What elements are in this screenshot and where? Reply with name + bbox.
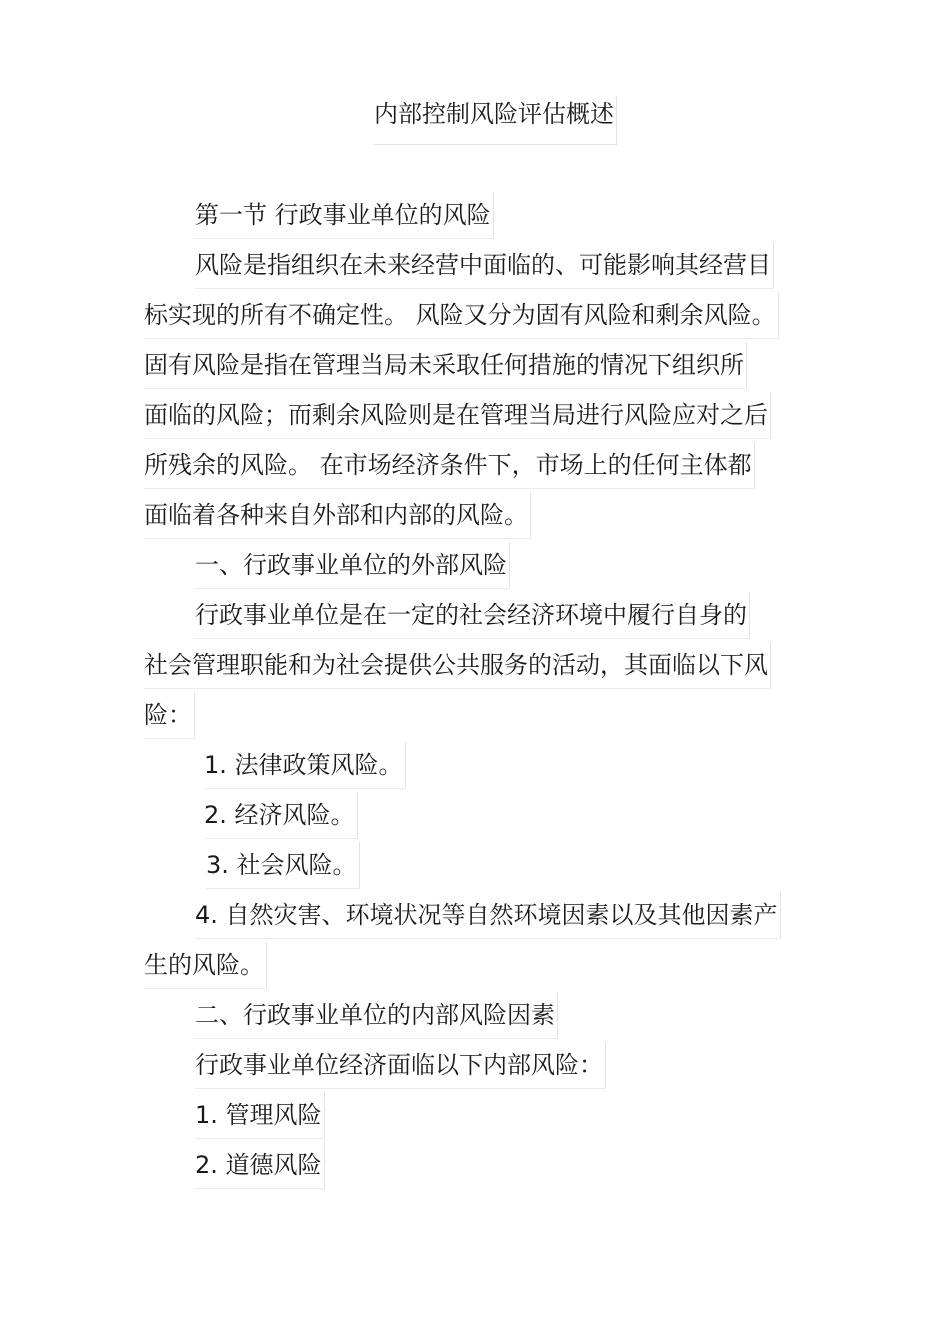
line-text: 所残余的风险。 在市场经济条件下，市场上的任何主体都 — [144, 442, 755, 489]
paragraph-line — [144, 1090, 812, 1140]
paragraph-line — [144, 840, 812, 890]
paragraph-line — [144, 890, 812, 940]
line-text: 2. 道德风险 — [195, 1142, 325, 1189]
paragraph-line — [144, 390, 812, 440]
paragraph-line — [144, 690, 812, 740]
paragraph-line — [144, 190, 812, 240]
line-text: 2. 经济风险。 — [204, 792, 358, 839]
line-text: 行政事业单位是在一定的社会经济环境中履行自身的 — [195, 592, 750, 639]
paragraph-line — [144, 740, 812, 790]
paragraph-line — [144, 790, 812, 840]
paragraph-line — [144, 340, 812, 390]
document-body — [144, 190, 812, 1190]
paragraph-line — [144, 1040, 812, 1090]
document-title: 内部控制风险评估概述 — [374, 96, 617, 145]
line-text: 第一节 行政事业单位的风险 — [195, 192, 494, 239]
paragraph-line — [144, 290, 812, 340]
paragraph-line — [144, 640, 812, 690]
paragraph-line — [144, 1140, 812, 1190]
line-text: 固有风险是指在管理当局未采取任何措施的情况下组织所 — [144, 342, 747, 389]
line-text: 社会管理职能和为社会提供公共服务的活动，其面临以下风 — [144, 642, 771, 689]
line-text: 标实现的所有不确定性。 风险又分为固有风险和剩余风险。 — [144, 292, 779, 339]
paragraph-line — [144, 440, 812, 490]
line-text: 二、行政事业单位的内部风险因素 — [195, 992, 558, 1039]
paragraph-line — [144, 540, 812, 590]
line-text: 生的风险。 — [144, 942, 267, 989]
line-text: 1. 管理风险 — [195, 1092, 325, 1139]
line-text: 险： — [144, 692, 195, 739]
paragraph-line — [144, 490, 812, 540]
line-text: 面临着各种来自外部和内部的风险。 — [144, 492, 531, 539]
line-text: 行政事业单位经济面临以下内部风险： — [195, 1042, 606, 1089]
line-text: 3. 社会风险。 — [206, 842, 360, 889]
paragraph-line — [144, 990, 812, 1040]
paragraph-line — [144, 240, 812, 290]
line-text: 面临的风险；而剩余风险则是在管理当局进行风险应对之后 — [144, 392, 771, 439]
line-text: 1. 法律政策风险。 — [204, 742, 406, 789]
line-text: 风险是指组织在未来经营中面临的、可能影响其经营目 — [195, 242, 774, 289]
line-text: 一、行政事业单位的外部风险 — [195, 542, 510, 589]
paragraph-line — [144, 590, 812, 640]
line-text: 4. 自然灾害、环境状况等自然环境因素以及其他因素产 — [195, 892, 781, 939]
paragraph-line — [144, 940, 812, 990]
